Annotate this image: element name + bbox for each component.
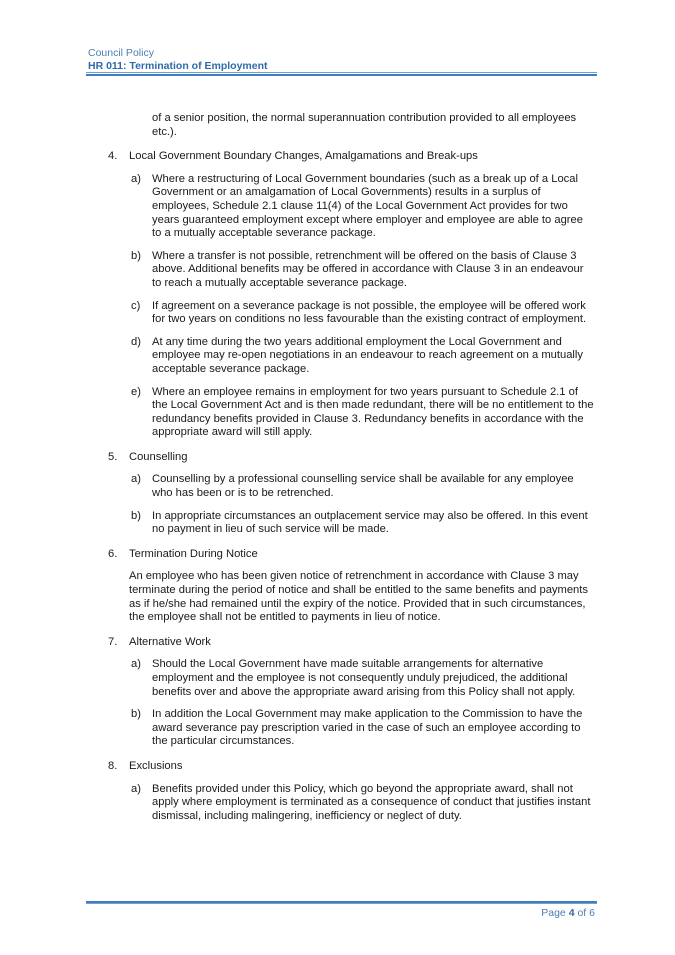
section-number: 4.	[108, 150, 118, 163]
section-title: Counselling	[129, 450, 188, 463]
section	[0, 451, 675, 537]
page-header	[88, 47, 268, 73]
clause-list	[0, 173, 675, 440]
clause-item	[0, 386, 675, 440]
page-of-label: of	[577, 907, 587, 919]
section-title: Alternative Work	[129, 635, 211, 648]
clause-text: Counselling by a professional counselling service shall be available for any employee who has been or is to be retrenched.	[152, 473, 574, 500]
clause-text: Should the Local Government have made suitable arrangements for alternative employment and the employee is not consequently unduly prejudiced, the additional benefits over and above the appropriate award arising from this Policy shall not apply.	[152, 658, 576, 698]
clause-list	[0, 473, 675, 536]
section-paragraph: An employee who has been given notice of retrenchment in accordance with Clause 3 may terminate during the period of notice and shall be entitled to the same benefits and payments as if he/she had remained until the expiry of the notice. Provided that in such circumstances, the employee shall not be entitled to payments in lieu of notice.	[129, 570, 588, 624]
section-number: 5.	[108, 450, 118, 463]
clause-letter: e)	[131, 385, 141, 398]
clause-text: In addition the Local Government may make application to the Commission to have the award severance pay prescription varied in the case of such an employee according to the particular circumstances.	[152, 708, 583, 748]
clause-text: If agreement on a severance package is not possible, the employee will be offered work for two years on conditions no less favourable than the existing contract of employment.	[152, 299, 587, 326]
clause-letter: a)	[131, 473, 141, 486]
section	[0, 760, 675, 823]
header-rule	[86, 72, 597, 76]
clause-letter: b)	[131, 249, 141, 262]
section-number: 6.	[108, 547, 118, 560]
clause-text: Where an employee remains in employment for two years pursuant to Schedule 2.1 of the Local Government Act and is then made redundant, there will be no entitlement to the redundancy benefits provided in Clause 3. Redundancy benefits in accordance with the appropriate award will still apply.	[152, 385, 594, 439]
section	[0, 636, 675, 749]
clause-letter: b)	[131, 509, 141, 522]
clause-letter: d)	[131, 335, 141, 348]
clause-text: At any time during the two years additional employment the Local Government and employee may re-open negotiations in an endeavour to reach agreement on a mutually acceptable severance package.	[152, 335, 583, 375]
clause-letter: a)	[131, 782, 141, 795]
header-policy-type: Council Policy	[88, 47, 154, 59]
clause-item	[0, 473, 675, 500]
clause-text: In appropriate circumstances an outplacement service may also be offered. In this event no payment in lieu of such service will be made.	[152, 509, 588, 536]
clause-text: Where a transfer is not possible, retrenchment will be offered on the basis of Clause 3 above. Additional benefits may be offered in accordance with Clause 3 in an endeavour to reach a mutually acceptable severance package.	[152, 249, 584, 289]
clause-item	[0, 510, 675, 537]
section	[0, 150, 675, 440]
clause-item	[0, 783, 675, 824]
document-body	[0, 112, 675, 832]
clause-list	[0, 783, 675, 824]
footer-rule	[86, 900, 597, 904]
header-policy-title: HR 011: Termination of Employment	[88, 60, 268, 72]
clause-letter: a)	[131, 658, 141, 671]
clause-item	[0, 300, 675, 327]
clause-item	[0, 173, 675, 241]
clause-item	[0, 250, 675, 291]
page-number: 4	[568, 907, 575, 919]
clause-text: Where a restructuring of Local Government boundaries (such as a break up of a Local Government or an amalgamation of Local Governments) results in a surplus of employees, Schedule 2.1 clause 11(4) of the Local Government Act provides for two years guaranteed employment except where employer and employee are able to agree to a mutually acceptable severance package.	[152, 172, 583, 240]
section-title: Termination During Notice	[129, 547, 258, 560]
page-footer	[541, 907, 595, 919]
section-number: 8.	[108, 759, 118, 772]
continuation-text: of a senior position, the normal superannuation contribution provided to all employees etc.).	[152, 112, 577, 138]
clause-letter: a)	[131, 172, 141, 185]
clause-letter: b)	[131, 708, 141, 721]
page-label: Page	[541, 907, 566, 919]
sections-list	[0, 150, 675, 823]
clause-list	[0, 658, 675, 749]
clause-item	[0, 658, 675, 699]
clause-letter: c)	[131, 299, 141, 312]
section	[0, 548, 675, 625]
section-number: 7.	[108, 635, 118, 648]
section-title: Local Government Boundary Changes, Amalgamations and Break-ups	[129, 150, 478, 163]
section-title: Exclusions	[129, 759, 183, 772]
clause-item	[0, 708, 675, 749]
page-total: 6	[589, 907, 595, 919]
clause-text: Benefits provided under this Policy, which go beyond the appropriate award, shall not apply where employment is terminated as a consequence of conduct that justifies instant dismissal, including malingering, inefficiency or neglect of duty.	[152, 782, 591, 822]
clause-item	[0, 336, 675, 377]
